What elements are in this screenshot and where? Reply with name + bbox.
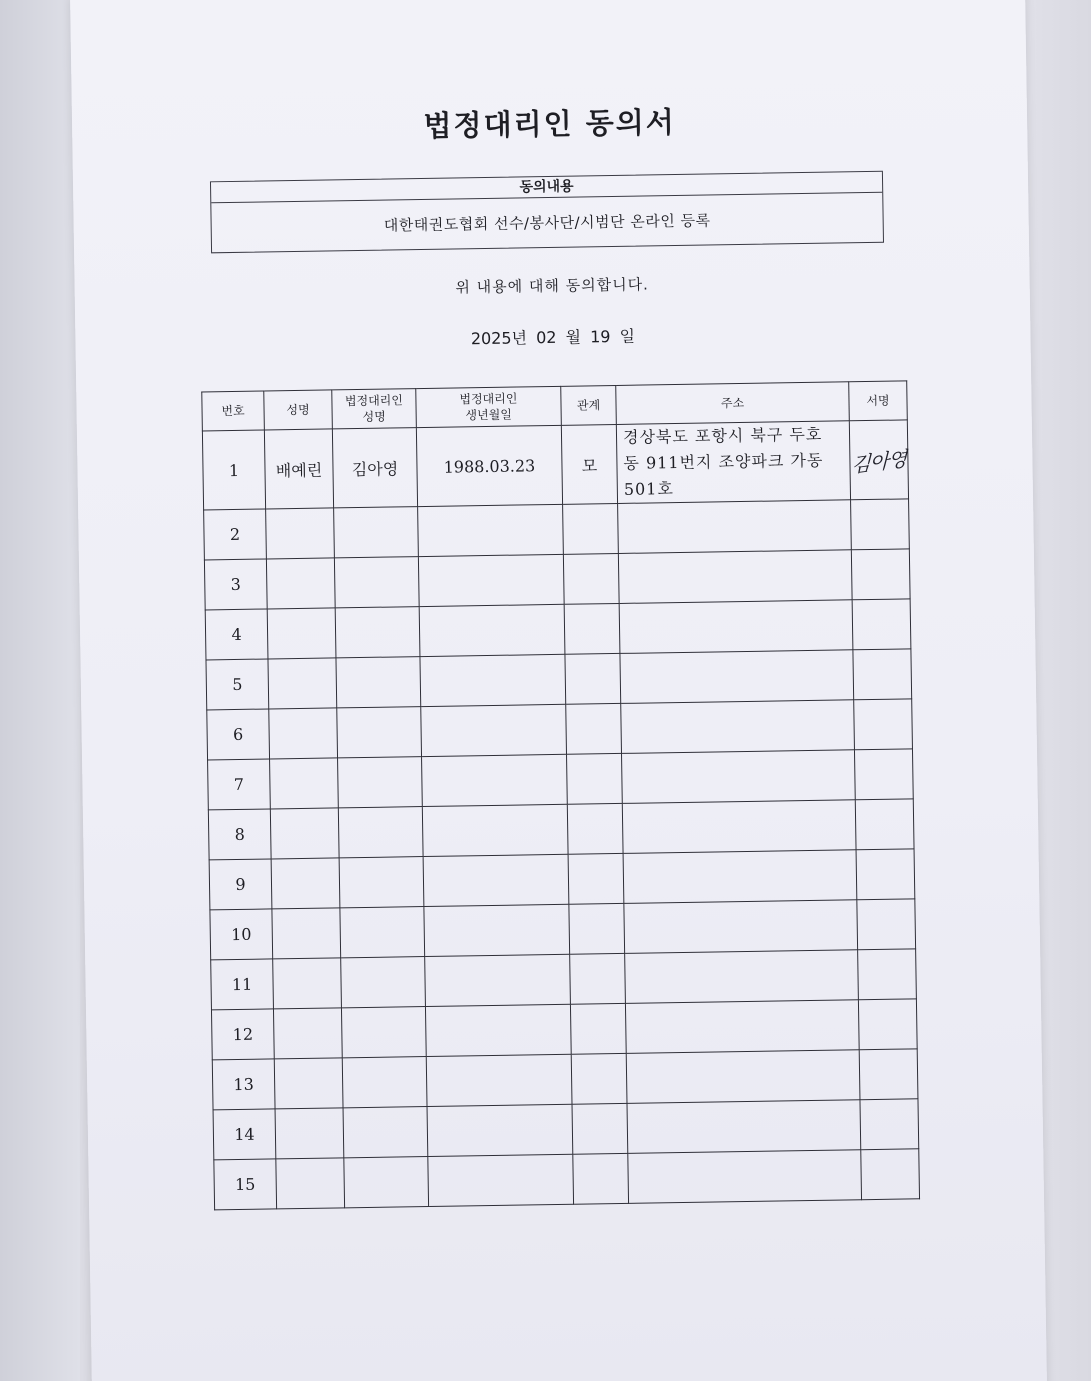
row-address [621, 700, 855, 754]
row-name [266, 508, 335, 559]
row-name [276, 1158, 345, 1209]
row-guardian-name [335, 607, 420, 658]
row-no: 4 [205, 609, 268, 660]
row-no: 11 [211, 959, 274, 1010]
header-address: 주소 [616, 382, 850, 425]
header-guardian-name-line1: 법정대리인 [344, 393, 404, 409]
row-signature [849, 420, 908, 500]
row-guardian-birth [419, 604, 565, 656]
row-relation [572, 1103, 628, 1154]
row-signature [854, 749, 913, 800]
table-row [202, 420, 908, 510]
row-name: 배예린 [264, 429, 333, 509]
address-line-3: 501호 [623, 479, 674, 499]
row-signature [854, 699, 913, 750]
row-address [619, 600, 853, 654]
row-guardian-birth [427, 1104, 573, 1156]
row-guardian-birth [425, 954, 571, 1006]
row-signature [851, 499, 910, 550]
row-address [623, 850, 857, 904]
row-guardian-name [338, 807, 423, 858]
row-address [618, 500, 852, 554]
row-no: 6 [207, 709, 270, 760]
row-guardian-birth: 1988.03.23 [416, 425, 562, 506]
document-title: 법정대리인 동의서 [423, 105, 676, 143]
row-address [628, 1150, 862, 1204]
row-address [625, 950, 859, 1004]
row-relation [566, 703, 622, 754]
row-no: 5 [206, 659, 269, 710]
row-relation [567, 803, 623, 854]
row-relation [564, 603, 620, 654]
row-name [272, 908, 341, 959]
row-no: 12 [211, 1009, 274, 1060]
row-guardian-name [341, 957, 426, 1008]
row-signature [861, 1149, 920, 1200]
header-no: 번호 [202, 391, 265, 431]
guardian-table [201, 380, 920, 1210]
row-name [267, 608, 336, 659]
row-guardian-name [336, 657, 421, 708]
row-name [269, 708, 338, 759]
row-relation [570, 1003, 626, 1054]
row-name [270, 758, 339, 809]
row-guardian-birth [421, 704, 567, 756]
date-month-unit: 월 [565, 327, 582, 347]
date-year: 2025년 [470, 328, 528, 349]
address-line-1: 경상북도 포항시 북구 두호 [622, 424, 823, 447]
row-guardian-birth [418, 504, 564, 556]
row-relation [568, 853, 624, 904]
row-guardian-birth [420, 654, 566, 706]
row-address [624, 900, 858, 954]
row-relation [565, 653, 621, 704]
row-guardian-birth [418, 554, 564, 606]
row-relation [567, 753, 623, 804]
row-no: 14 [213, 1109, 276, 1160]
row-signature [860, 1099, 919, 1150]
row-signature [858, 949, 917, 1000]
row-name [275, 1108, 344, 1159]
row-guardian-birth [425, 1004, 571, 1056]
table-row [214, 1149, 920, 1210]
header-guardian-name-line2: 성명 [362, 409, 386, 424]
row-address [627, 1100, 861, 1154]
row-guardian-name [334, 507, 419, 558]
row-guardian-name [339, 857, 424, 908]
row-no: 1 [202, 430, 265, 510]
date-day: 19 [589, 327, 611, 347]
row-signature [851, 549, 910, 600]
handwritten-signature: 김아영 [851, 445, 907, 477]
row-guardian-birth [422, 754, 568, 806]
row-no: 3 [204, 559, 267, 610]
header-name: 성명 [264, 390, 333, 430]
row-signature [857, 899, 916, 950]
row-guardian-birth [422, 804, 568, 856]
address-line-2: 동 911번지 조양파크 가동 [623, 450, 824, 473]
row-signature [856, 849, 915, 900]
row-relation: 모 [561, 424, 617, 504]
header-guardian-name [332, 389, 417, 429]
row-guardian-name [344, 1157, 429, 1208]
row-name [266, 558, 335, 609]
row-address [622, 800, 856, 854]
row-name [274, 1058, 343, 1109]
header-signature: 서명 [849, 381, 908, 421]
date-month: 02 [535, 327, 557, 348]
agreement-statement: 위 내용에 대해 동의합니다. [455, 275, 650, 297]
header-guardian-birth-line2: 생년월일 [465, 407, 512, 423]
row-no: 13 [212, 1059, 275, 1110]
consent-date [75, 317, 1030, 355]
consent-box [210, 171, 884, 254]
row-guardian-name: 김아영 [332, 428, 417, 508]
row-guardian-name [334, 557, 419, 608]
row-address [625, 1000, 859, 1054]
row-no: 9 [209, 859, 272, 910]
header-relation: 관계 [561, 385, 617, 425]
consent-body: 대한태권도협회 선수/봉사단/시범단 온라인 등록 [383, 211, 711, 235]
row-guardian-birth [426, 1054, 572, 1106]
row-no: 2 [204, 509, 267, 560]
row-name [273, 958, 342, 1009]
row-relation [573, 1153, 629, 1204]
background-left [0, 0, 80, 1381]
row-name [268, 658, 337, 709]
header-guardian-birth [416, 386, 562, 427]
row-relation [563, 553, 619, 604]
row-relation [571, 1053, 627, 1104]
row-relation [563, 503, 619, 554]
row-guardian-birth [423, 854, 569, 906]
row-signature [858, 999, 917, 1050]
row-relation [570, 953, 626, 1004]
row-guardian-name [343, 1107, 428, 1158]
row-relation [569, 903, 625, 954]
row-guardian-name [341, 1007, 426, 1058]
row-guardian-birth [428, 1154, 574, 1206]
row-guardian-name [337, 707, 422, 758]
row-guardian-birth [424, 904, 570, 956]
row-address [620, 650, 854, 704]
row-signature [852, 599, 911, 650]
row-signature [855, 799, 914, 850]
row-name [270, 808, 339, 859]
row-guardian-name [342, 1057, 427, 1108]
paper-sheet [70, 0, 1047, 1381]
header-guardian-birth-line1: 법정대리인 [459, 391, 518, 407]
row-signature [853, 649, 912, 700]
row-no: 15 [214, 1159, 277, 1210]
row-address [626, 1050, 860, 1104]
row-address [616, 421, 850, 504]
row-no: 7 [208, 759, 271, 810]
row-no: 10 [210, 909, 273, 960]
date-day-unit: 일 [619, 326, 636, 346]
row-address [622, 750, 856, 804]
row-name [273, 1008, 342, 1059]
row-no: 8 [208, 809, 271, 860]
row-guardian-name [338, 757, 423, 808]
consent-header: 동의내용 [211, 172, 882, 204]
row-address [618, 550, 852, 604]
row-name [271, 858, 340, 909]
row-signature [859, 1049, 918, 1100]
row-guardian-name [340, 907, 425, 958]
